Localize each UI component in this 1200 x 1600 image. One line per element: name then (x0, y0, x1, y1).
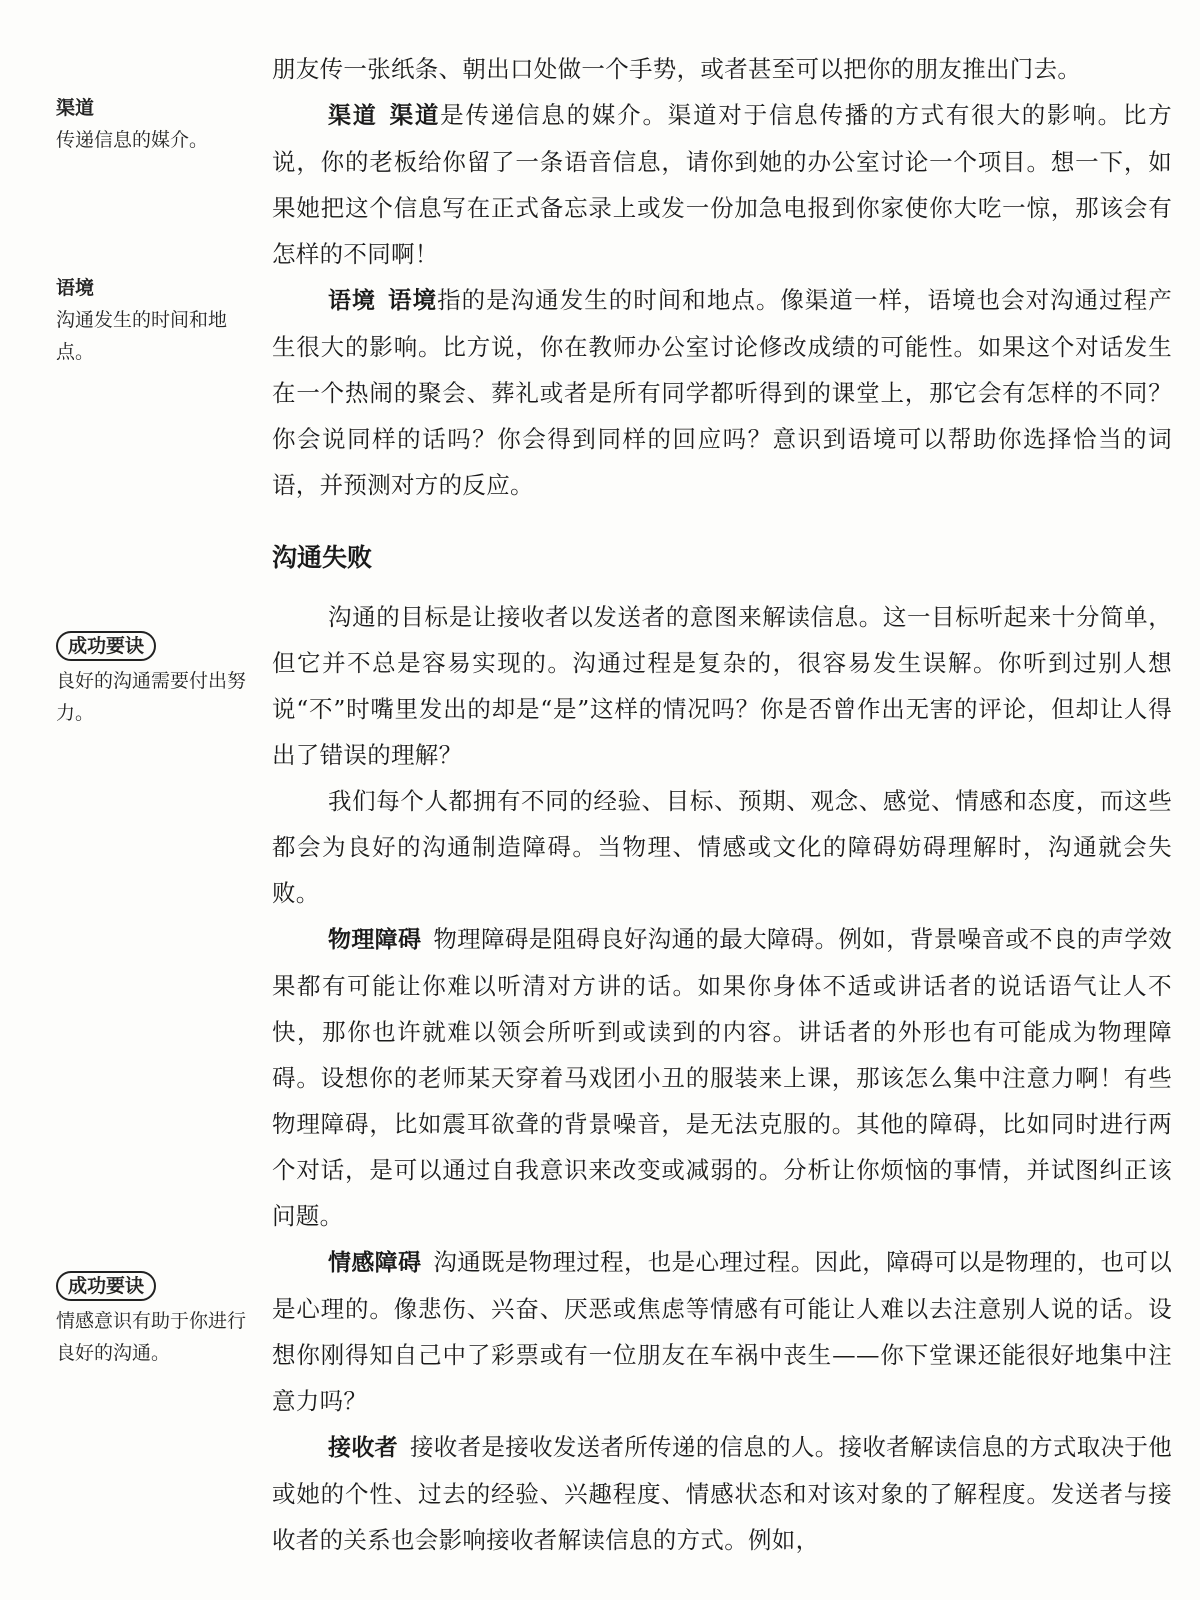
paragraph-physical-barriers (272, 916, 1172, 1239)
context-text: 指的是沟通发生的时间和地点。像渠道一样，语境也会对沟通过程产生很大的影响。比方说，你在教师办公室讨论修改成绩的可能性。如果这个对话发生在一个热闹的聚会、葬礼或者是所有同学都听得到的课堂上，那它会有怎样的不同？你会说同样的话吗？你会得到同样的回应吗？意识到语境可以帮助你选择恰当的词语，并预测对方的反应。 (272, 286, 1172, 499)
margin-note-text: 传递信息的媒介。 (56, 129, 209, 151)
subhead-context: 语境 (328, 288, 377, 314)
margin-note-text: 沟通发生的时间和地点。 (56, 309, 228, 363)
paragraph-receiver (272, 1424, 1172, 1563)
paragraph-failure-2: 我们每个人都拥有不同的经验、目标、预期、观念、感觉、情感和态度，而这些都会为良好的沟通制造障碍。当物理、情感或文化的障碍妨碍理解时，沟通就会失败。 (272, 787, 1172, 907)
margin-note-success-tip-2 (56, 1270, 246, 1369)
margin-note-text: 良好的沟通需要付出努力。 (56, 670, 247, 724)
section-title: 沟通失败 (272, 543, 373, 572)
success-tip-badge: 成功要诀 (56, 1271, 156, 1301)
receiver-text: 接收者是接收发送者所传递的信息的人。接收者解读信息的方式取决于他或她的个性、过去的经验、兴趣程度、情感状态和对该对象的了解程度。发送者与接收者的关系也会影响接收者解读信息的方式。例如， (272, 1433, 1172, 1554)
margin-note-term: 语境 (56, 277, 95, 299)
paragraph-channel (272, 92, 1172, 277)
term-context: 语境 (388, 286, 438, 314)
paragraph-failure-1: 沟通的目标是让接收者以发送者的意图来解读信息。这一目标听起来十分简单，但它并不总是容易实现的。沟通过程是复杂的，很容易发生误解。你听到过别人想说“不”时嘴里发出的却是“是”这样的情况吗？你是否曾作出无害的评论，但却让人得出了错误的理解？ (272, 603, 1172, 769)
main-text-column (272, 46, 1172, 1563)
subhead-physical-barriers: 物理障碍 (328, 927, 422, 953)
paragraph-continuation: 朋友传一张纸条、朝出口处做一个手势，或者甚至可以把你的朋友推出门去。 (272, 55, 1082, 83)
paragraph-emotional-barriers (272, 1239, 1172, 1424)
margin-note-channel (56, 92, 246, 156)
paragraph-context (272, 277, 1172, 508)
margin-note-text: 情感意识有助于你进行良好的沟通。 (56, 1310, 247, 1364)
physical-barriers-text: 物理障碍是阻碍良好沟通的最大障碍。例如，背景噪音或不良的声学效果都有可能让你难以听清对方讲的话。如果你身体不适或讲话者的说话语气让人不快，那你也许就难以领会所听到或读到的内容。讲话者的外形也有可能成为物理障碍。设想你的老师某天穿着马戏团小丑的服装来上课，那该怎么集中注意力啊！有些物理障碍，比如震耳欲聋的背景噪音，是无法克服的。其他的障碍，比如同时进行两个对话，是可以通过自我意识来改变或减弱的。分析让你烦恼的事情，并试图纠正该问题。 (272, 925, 1172, 1230)
subhead-channel: 渠道 (328, 103, 378, 129)
term-channel: 渠道 (389, 101, 441, 129)
emotional-barriers-text: 沟通既是物理过程，也是心理过程。因此，障碍可以是物理的，也可以是心理的。像悲伤、兴奋、厌恶或焦虑等情感有可能让人难以去注意别人说的话。设想你刚得知自己中了彩票或有一位朋友在车祸中丧生——你下堂课还能很好地集中注意力吗？ (272, 1248, 1172, 1415)
success-tip-badge: 成功要诀 (56, 631, 156, 661)
subhead-emotional-barriers: 情感障碍 (328, 1250, 422, 1276)
margin-note-context (56, 272, 246, 368)
margin-note-success-tip-1 (56, 630, 246, 729)
channel-text: 是传递信息的媒介。渠道对于信息传播的方式有很大的影响。比方说，你的老板给你留了一条语音信息，请你到她的办公室讨论一个项目。想一下，如果她把这个信息写在正式备忘录上或发一份加急电报到你家使你大吃一惊，那该会有怎样的不同啊！ (272, 101, 1172, 268)
margin-note-term: 渠道 (56, 97, 95, 119)
subhead-receiver: 接收者 (328, 1435, 398, 1461)
